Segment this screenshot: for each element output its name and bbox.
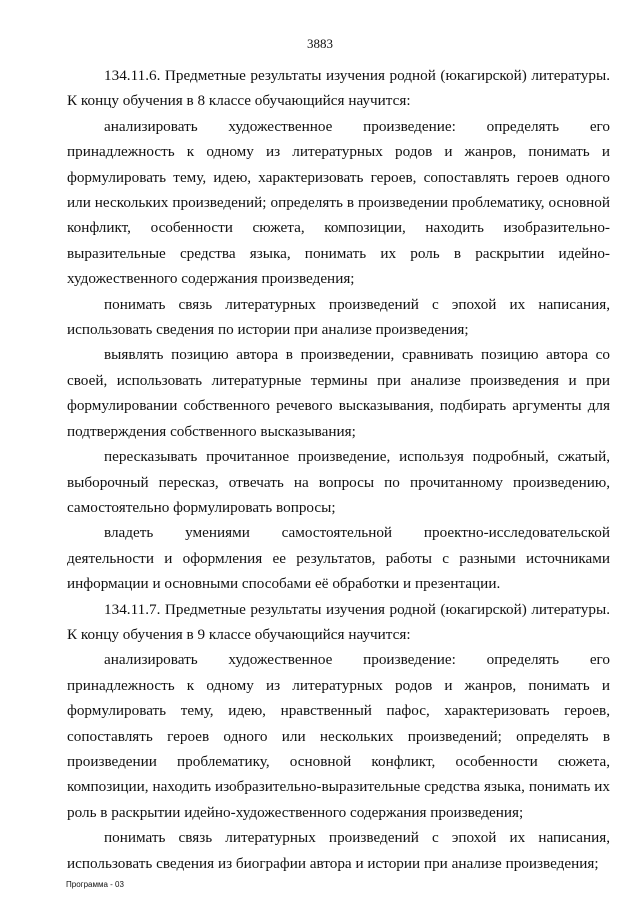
document-body xyxy=(67,63,610,876)
paragraph-understand-epoch-grade-9: понимать связь литературных произведений с эпохой их написания, использовать сведения из биографии автора и истории при анализе произведения; xyxy=(67,829,610,872)
paragraph-retelling: пересказывать прочитанное произведение, используя подробный, сжатый, выборочный пересказ, отвечать на вопросы по прочитанному произведению, самостоятельно формулировать вопросы; xyxy=(67,448,610,516)
paragraph-section-134-11-6-heading: 134.11.6. Предметные результаты изучения родной (юкагирской) литературы. К концу обучения в 8 классе обучающийся научится: xyxy=(67,67,610,110)
page-number: 3883 xyxy=(307,36,333,51)
paragraph-author-position: выявлять позицию автора в произведении, сравнивать позицию автора со своей, использовать литературные термины при анализе произведения и при формулировании собственного речевого высказывания, подбирать аргументы для подтверждения собственного высказывания; xyxy=(67,346,610,440)
paragraph-analyze-work-grade-9: анализировать художественное произведение: определять его принадлежность к одному из литературных родов и жанров, понимать и формулировать тему, идею, нравственный пафос, характеризовать героев, сопоставлять героев одного или нескольких произведений; определять в произведении проблематику, основной конфликт, особенности сюжета, композиции, находить изобразительно-выразительные средства языка, понимать их роль в раскрытии идейно-художественного содержания произведения; xyxy=(67,651,610,821)
paragraph-project-research: владеть умениями самостоятельной проектно-исследовательской деятельности и оформления ее результатов, работы с разными источниками информации и основными способами её обработки и презентации. xyxy=(67,524,610,593)
footer-label: Программа - 03 xyxy=(66,880,124,889)
paragraph-analyze-work-grade-8: анализировать художественное произведение: определять его принадлежность к одному из литературных родов и жанров, понимать и формулировать тему, идею, характеризовать героев, сопоставлять героев одного или нескольких произведений; определять в произведении проблематику, основной конфликт, особенности сюжета, композиции, находить изобразительно-выразительные средства языка, понимать их роль в раскрытии идейно-художественного содержания произведения; xyxy=(67,117,610,288)
paragraph-understand-epoch-grade-8: понимать связь литературных произведений с эпохой их написания, использовать сведения по истории при анализе произведения; xyxy=(67,295,610,339)
paragraph-section-134-11-7-heading: 134.11.7. Предметные результаты изучения родной (юкагирской) литературы. К концу обучения в 9 классе обучающийся научится: xyxy=(67,600,610,643)
